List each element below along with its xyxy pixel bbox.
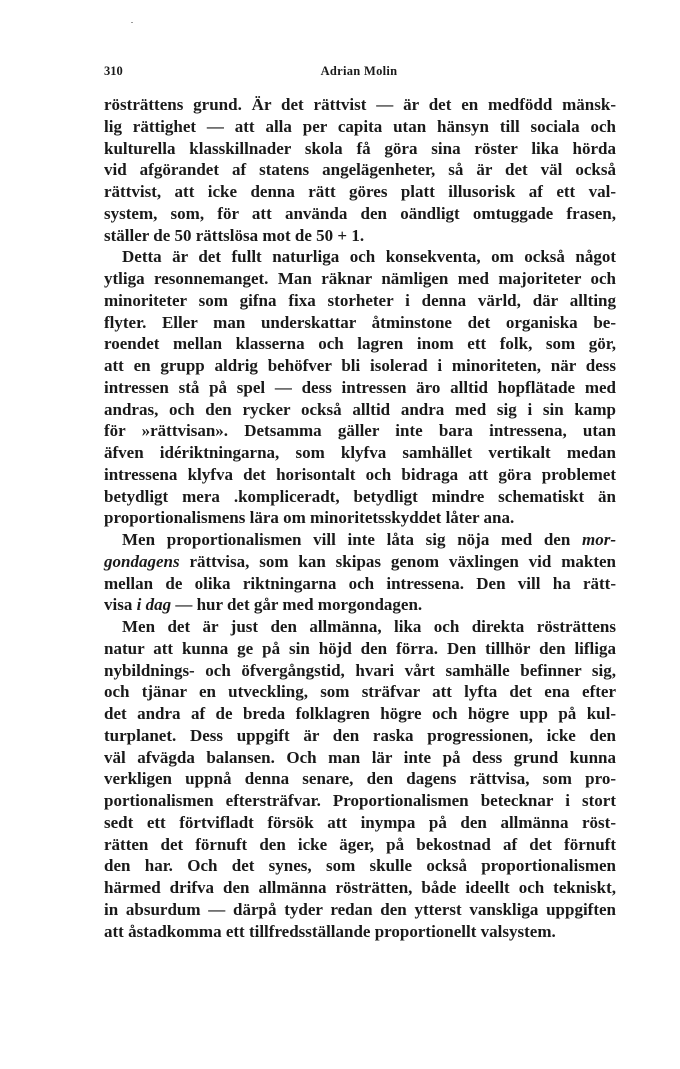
text-line: rätten det förnuft den icke äger, på bekostnad af det förnuft [104,834,616,854]
text-line: roendet mellan klasserna och lagren inom ett folk, som gör, [104,334,616,354]
text-line: för »rättvisan». Detsamma gäller inte bara intressena, utan [104,421,616,441]
text-line: vid afgörandet af statens angelägenheter, så är det väl också [104,160,616,180]
text-line: verkligen uppnå denna senare, den dagens rättvisa, som pro- [104,769,616,789]
text-line: härmed drifva den allmänna rösträtten, både ideellt och tekniskt, [104,878,616,897]
text-line: flyter. Eller man underskattar åtminstone det organiska be- [104,312,616,332]
text-line: turplanet. Dess uppgift är den raska progressionen, icke den [104,725,616,745]
running-title: Adrian Molin [320,64,398,78]
text-line: och tjänar en utveckling, som sträfvar att lyfta det ena efter [104,682,616,702]
page-number: 310 [104,64,123,78]
text-line: kulturella klasskillnader skola få göra sina röster lika hörda [104,138,616,158]
text-line: intressena klyfva det horisontalt och bidraga att göra problemet [104,464,616,484]
text-line: in absurdum — därpå tyder redan den ytterst vanskliga uppgiften [104,899,616,919]
text-line: intressen stå på spel — dess intressen äro alltid hopflätade med [104,377,616,397]
text-line: att åstadkomma ett tillfredsställande proportionellt valsystem. [104,921,556,941]
text-line: natur att kunna ge på sin höjd den förra. Den tillhör den lifliga [104,638,616,658]
text-line: sedt ett förtvifladt försök att inympa på den allmänna röst- [104,812,616,832]
text-line: rättvist, att icke denna rätt göres platt illusorisk af ett val- [104,182,616,201]
text-line: proportionalismens lära om minoritetsskyddet låter ana. [104,508,515,528]
text-line: att en grupp aldrig behöfver bli isolerad i minoriteten, när dess [104,356,616,375]
text-line: nybildnings- och öfvergångstid, hvari vårt samhälle befinner sig, [104,660,616,680]
text-line: väl afvägda balansen. Och man lär inte på dess grund kunna [104,747,616,767]
text-line: minoriteter som gifna fixa storheter i denna värld, där allting [104,290,616,310]
text-line: system, som, för att använda den oändligt omtuggade frasen, [104,203,616,223]
text-line: visa i dag — hur det går med morgondagen. [104,595,423,615]
text-line: portionalismen eftersträfvar. Proportionalismen betecknar i stort [104,791,616,810]
text-line: äfven idériktningarna, som klyfva samhället vertikalt medan [104,443,616,462]
text-line: den har. Och det synes, som skulle också proportionalismen [104,856,616,876]
text-line: det andra af de breda folklagren högre och högre upp på kul- [104,704,616,723]
body-text [104,94,616,942]
text-line: Detta är det fullt naturliga och konsekventa, om också något [122,247,616,267]
text-line: ytliga resonnemanget. Man räknar nämligen med majoriteter och [104,269,616,288]
text-line: mellan de olika riktningarna och intressena. Den vill ha rätt- [104,573,616,593]
text-line: Men det är just den allmänna, lika och direkta rösträttens [122,617,616,636]
text-line: gondagens rättvisa, som kan skipas genom växlingen vid makten [104,551,616,571]
text-line: Men proportionalismen vill inte låta sig nöja med den mor- [122,530,616,549]
text-line: andras, och den rycker också alltid andra med sig i sin kamp [104,399,616,419]
page-header [104,64,614,82]
text-line: ställer de 50 rättslösa mot de 50 + 1. [104,225,365,245]
text-line: rösträttens grund. Är det rättvist — är det en medfödd mänsk- [104,95,616,114]
text-line: lig rättighet — att alla per capita utan hänsyn till sociala och [104,116,616,136]
text-line: betydligt mera .kompliceradt, betydligt mindre schematiskt än [104,486,616,506]
paper-speck [131,22,133,23]
